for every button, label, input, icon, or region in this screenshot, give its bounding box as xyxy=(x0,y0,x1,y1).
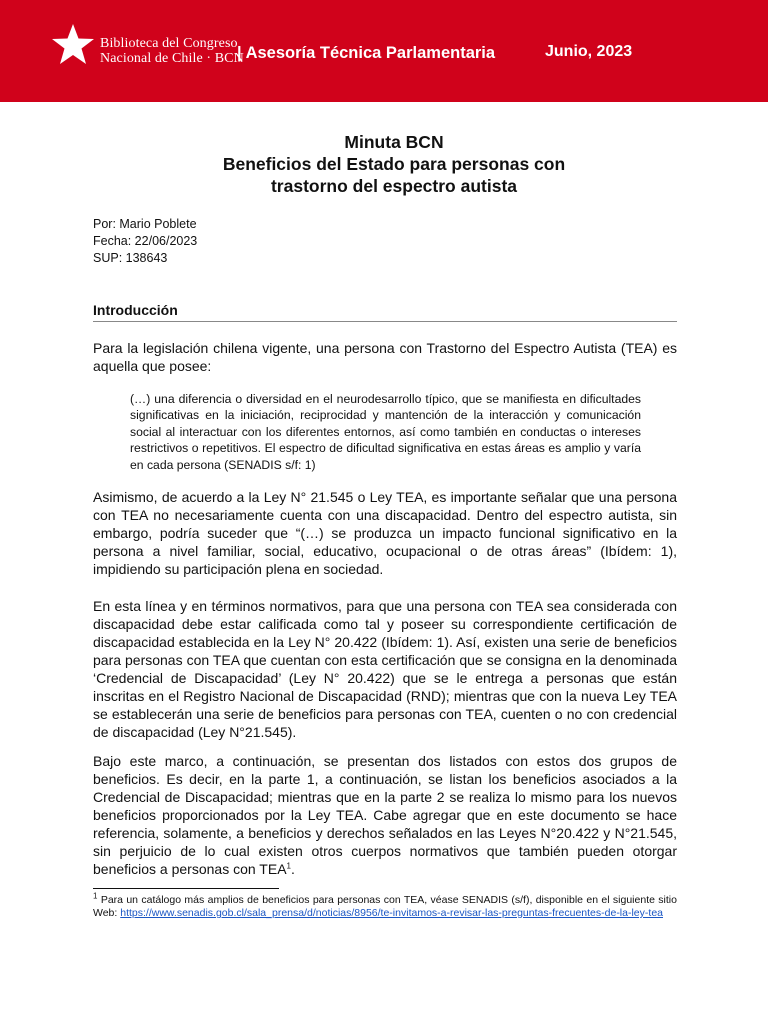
author-line: Por: Mario Poblete xyxy=(93,217,197,231)
sup-line: SUP: 138643 xyxy=(93,251,168,265)
logo-line-1: Biblioteca del Congreso xyxy=(100,36,238,51)
title-line-3: trastorno del espectro autista xyxy=(270,176,518,196)
intro-paragraph-1: Para la legislación chilena vigente, una persona con Trastorno del Espectro Autista (TEA) es aquella que posee: xyxy=(93,340,677,374)
document-title xyxy=(100,131,688,197)
title-line-2: Beneficios del Estado para personas con xyxy=(222,154,566,174)
intro-paragraph-4: Bajo este marco, a continuación, se presentan dos listados con estos dos grupos de beneficios. Es decir, en la parte 1, a continuación, se listan los beneficios asociados a la Credencial de Discapacidad; mientras que en la parte 2 se realiza lo mismo para los nuevos beneficios proporcionados por la Ley TEA. Cabe agregar que en este documento se hace referencia, solamente, a beneficios y derechos señalados en las Leyes N°20.422 y N°21.545, sin perjuicio de lo cual existen otros cuerpos normativos que también pueden otorgar beneficios a personas con TEA$^1$. xyxy=(93,753,677,877)
institution-logo-text xyxy=(100,36,244,66)
footnote-reference[interactable]: 1 xyxy=(286,861,291,871)
document-metadata xyxy=(93,216,197,267)
header-banner xyxy=(0,0,768,102)
section-divider xyxy=(93,321,677,322)
section-heading-introduccion: Introducción xyxy=(93,302,178,318)
block-quote: (…) una diferencia o diversidad en el neurodesarrollo típico, que se manifiesta en dificultades significativas en la iniciación, reciprocidad y mantención de la interacción y comunicación social al interactuar con los diferentes entornos, así como también en conductas o intereses restrictivos o repetitivos. El espectro de dificultad significativa en estas áreas es amplio y varía en cada persona (SENADIS s/f: 1) xyxy=(130,392,641,472)
senadis-link[interactable]: https://www.senadis.gob.cl/sala_prensa/d/noticias/8956/te-invitamos-a-revisar-las-preguntas-frecuentes-de-la-ley-tea xyxy=(120,907,663,919)
date-line: Fecha: 22/06/2023 xyxy=(93,234,198,248)
footnote-text: Para un catálogo más amplios de beneficios para personas con TEA, véase SENADIS (s/f), disponible en el siguiente sitio Web: xyxy=(93,894,677,919)
footnote-separator xyxy=(93,888,279,889)
logo-line-2: Nacional de Chile · BCN xyxy=(100,51,244,66)
paragraph-4-text: Bajo este marco, a continuación, se presentan dos listados con estos dos grupos de beneficios. Es decir, en la parte 1, a continuación, se listan los beneficios asociados a la Credencial de Discapacidad; mientras que en la parte 2 se realiza lo mismo para los nuevos beneficios proporcionados por la Ley TEA. Cabe agregar que en este documento se hace referencia, solamente, a beneficios y derechos señalados en las Leyes N°20.422 y N°21.545, sin perjuicio de lo cual existen otros cuerpos normativos que también pueden otorgar beneficios a personas con TEA xyxy=(93,753,677,877)
title-line-1: Minuta BCN xyxy=(344,132,444,152)
header-date: Junio, 2023 xyxy=(545,43,633,60)
star-logo-icon xyxy=(50,22,96,66)
footnote-number: 1 xyxy=(93,891,98,901)
intro-paragraph-3: En esta línea y en términos normativos, para que una persona con TEA sea considerada con discapacidad debe estar calificada como tal y poseer su correspondiente certificación de discapacidad establecida en la Ley N° 20.422 (Ibídem: 1). Así, existen una serie de beneficios para personas con TEA que cuentan con esta certificación que se consigna en la denominada ‘Credencial de Discapacidad’ (Ley N° 20.422) que se le entrega a personas que están inscritas en el Registro Nacional de Discapacidad (RND); mientras que con la nueva Ley TEA se establecerán una serie de beneficios para personas con TEA, cuenten o no con credencial de discapacidad (Ley N°21.545). xyxy=(93,598,677,740)
header-unit-title: | Asesoría Técnica Parlamentaria xyxy=(237,44,496,62)
intro-paragraph-2: Asimismo, de acuerdo a la Ley N° 21.545 o Ley TEA, es importante señalar que una persona con TEA no necesariamente cuenta con una discapacidad. Dentro del espectro autista, sin embargo, podría suceder que “(…) se produzca un impacto funcional significativo en la persona a nivel familiar, social, educativo, ocupacional o de otras áreas” (Ibídem: 1), impidiendo su participación plena en sociedad. xyxy=(93,489,677,577)
footnote xyxy=(93,891,677,920)
